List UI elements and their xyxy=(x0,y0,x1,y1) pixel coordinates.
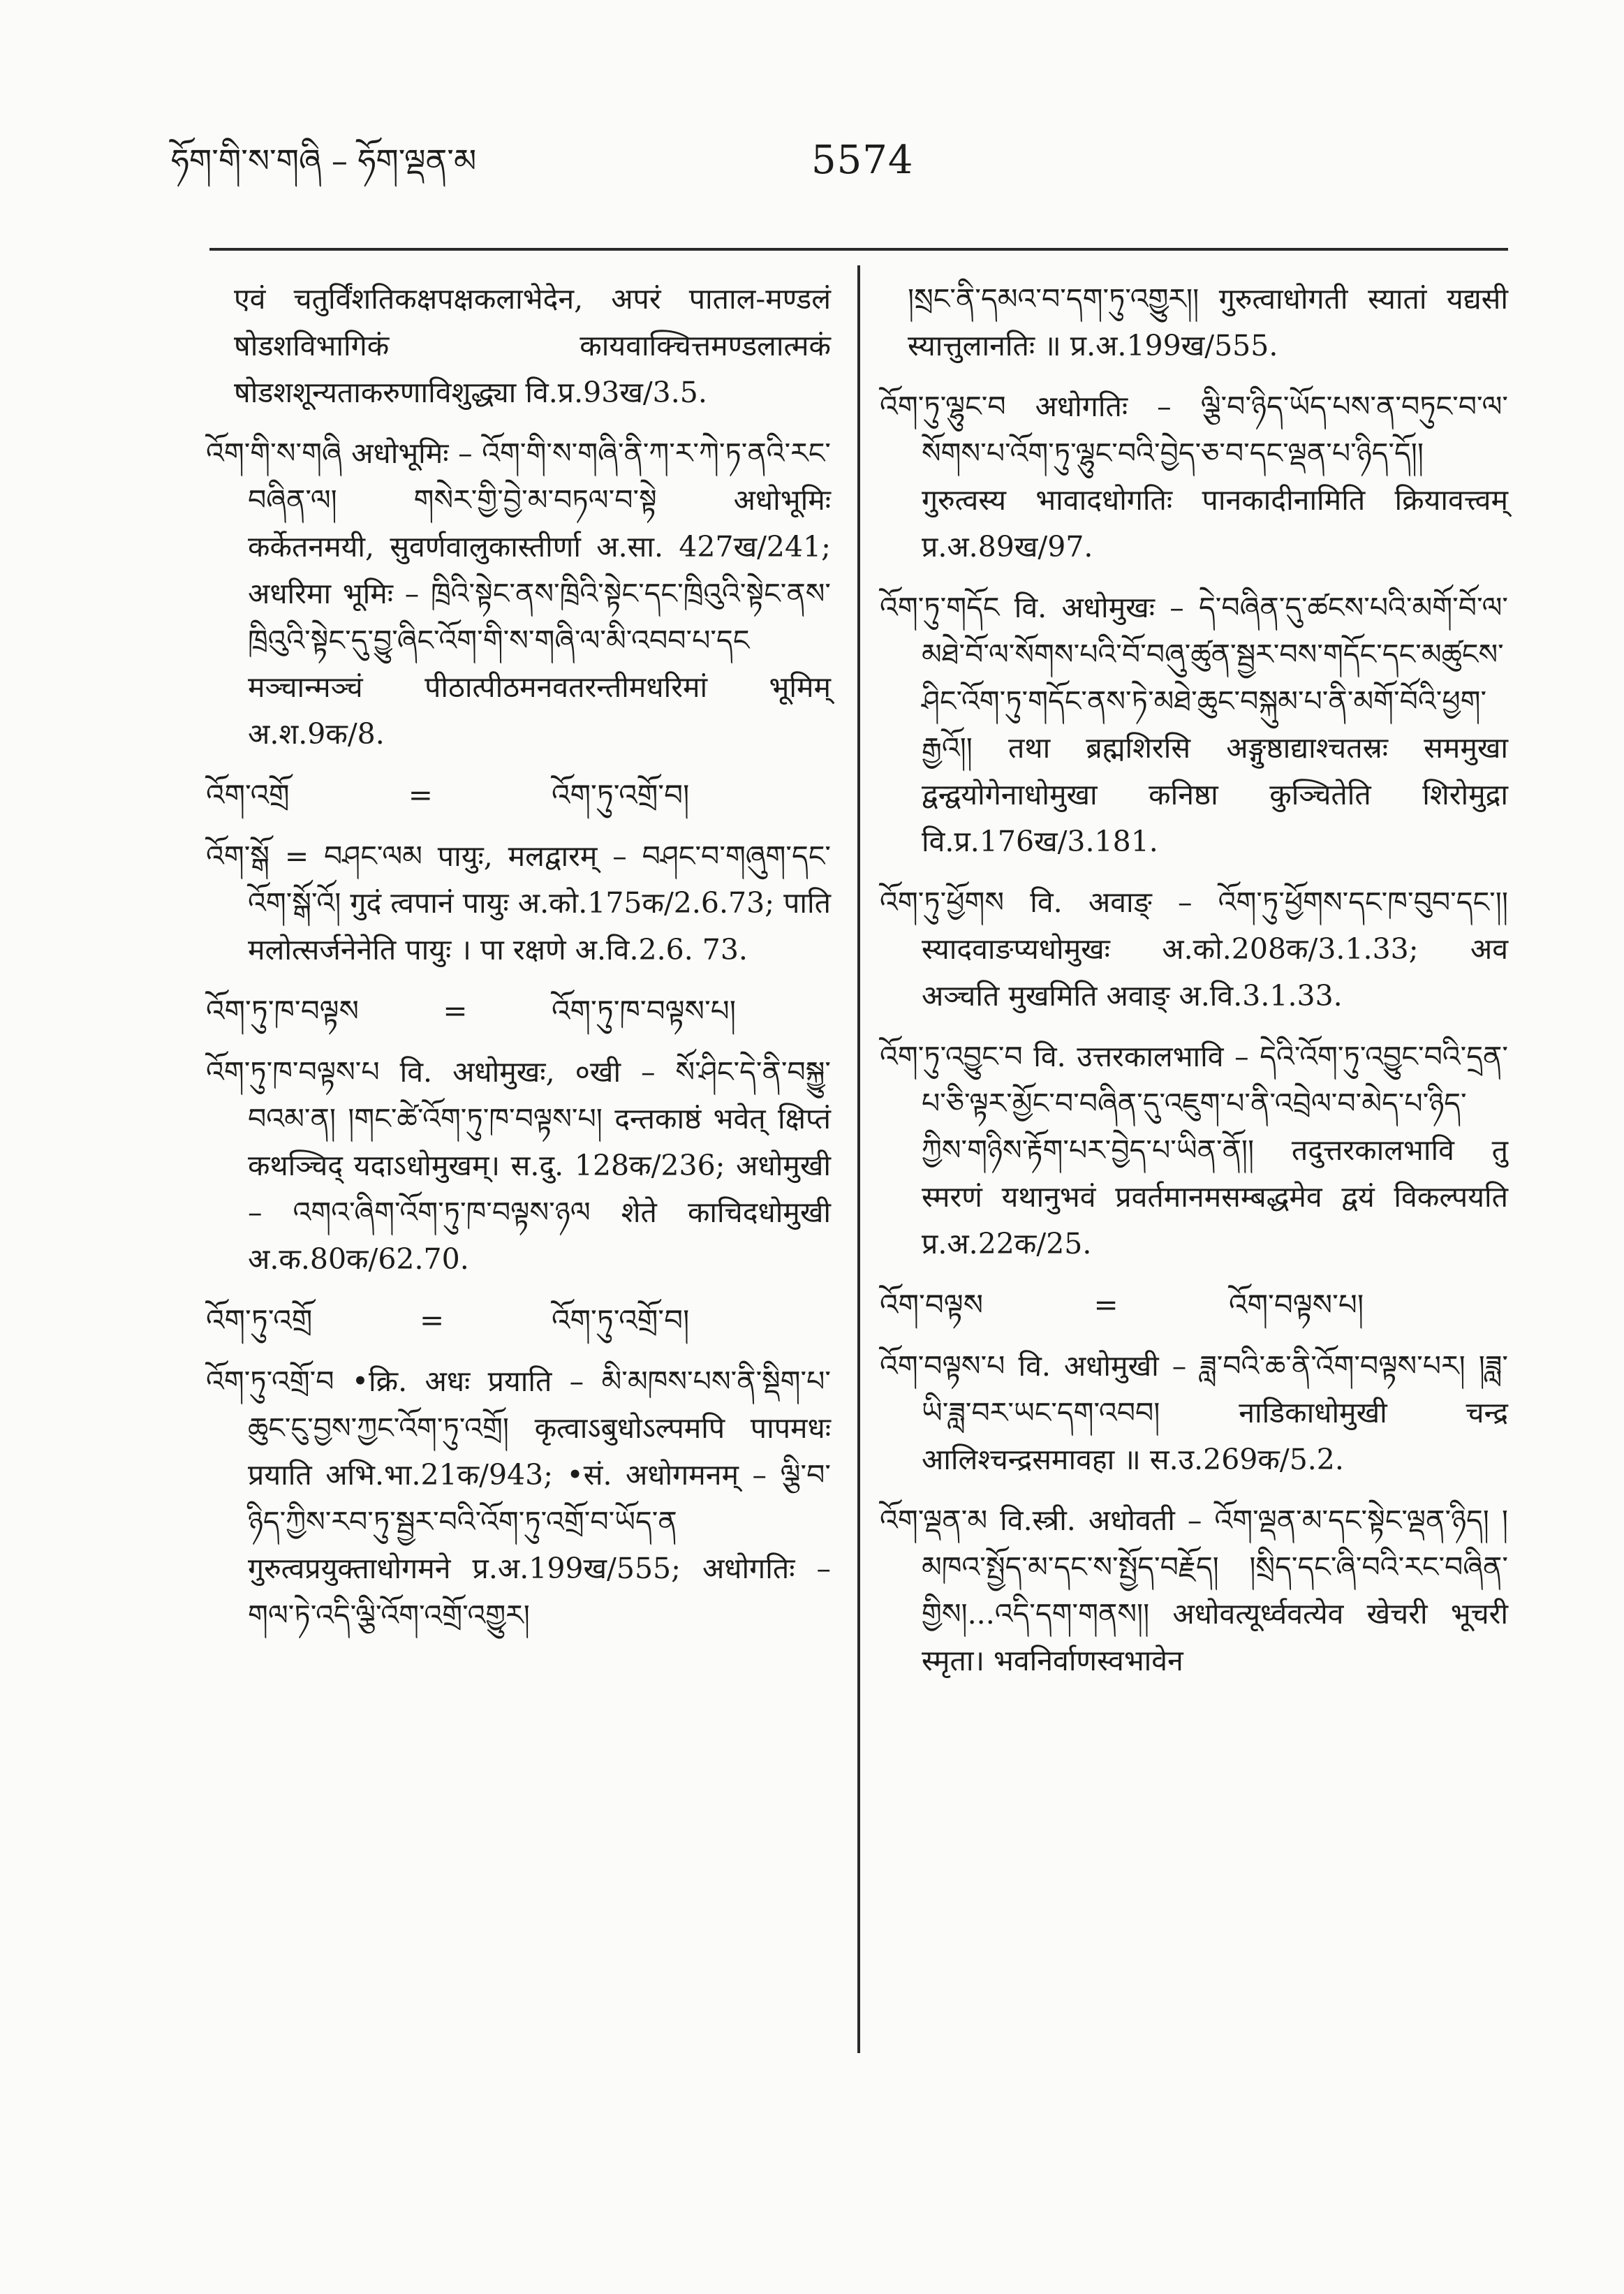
xref-target: འོག་ཏུ་འགྲོ་བ། xyxy=(551,1303,690,1337)
xref-headword: འོག་འགྲོ xyxy=(206,778,290,812)
xref-target: འོག་བལྟས་པ། xyxy=(1229,1288,1364,1322)
header-rule xyxy=(209,248,1508,251)
dictionary-entry: འོག་བལྟས་པ वि. अधोमुखी – ཟླ་བའི་ཆ་ནི་འོག་བལྟས་པར། །ཟླ་ཡི་ཟླ་བར་ཡང་དག་འབབ། नाडिकाधोमुखी चन्द्र आलिश्चन्द्रसमावहा ॥ स.उ.269क/5.2. xyxy=(880,1349,1508,1476)
page-number: 5574 xyxy=(811,138,914,183)
dictionary-entry: འོག་ཏུ་ཁ་བལྟས་པ वि. अधोमुखः, ०खी – སོ་ཤིང་དེ་ནི་བསྐྱུ་བའམ་ན། །གང་ཚེ་འོག་ཏུ་ཁ་བལྟས་པ། दन्तकाष्ठं भवेत् क्षिप्तं कथञ्चिद् यदाऽधोमुखम्। स.दु. 128क/236; अधोमुखी – འགའ་ཞིག་འོག་ཏུ་ཁ་བལྟས་ཉལ शेते काचिदधोमुखी अ.क.80क/62.70. xyxy=(206,1055,831,1276)
running-header: ཧོག་གི་ས་གཞི – ཧོག་ལྡན་མ xyxy=(171,142,477,179)
xref-headword: འོག་ཏུ་ཁ་བལྟས xyxy=(206,994,359,1028)
dictionary-entry: འོག་ཏུ་ཕྱོགས वि. अवाङ् – འོག་ཏུ་ཕྱོགས་དང་ཁ་བུབ་དང་།། स्यादवाङप्यधोमुखः अ.को.208क/3.1.33; अव अञ्चति मुखमिति अवाङ् अ.वि.3.1.33. xyxy=(880,885,1508,1013)
equals-sign: = xyxy=(1093,1288,1119,1322)
xref-target: འོག་ཏུ་འགྲོ་བ། xyxy=(552,778,690,812)
cross-reference xyxy=(206,772,831,819)
cross-reference xyxy=(206,1297,831,1344)
xref-target: འོག་ཏུ་ཁ་བལྟས་པ། xyxy=(552,994,737,1028)
equals-sign: = xyxy=(443,994,468,1028)
dictionary-entry: འོག་སྒོ = བཤང་ལམ पायुः, मलद्वारम् – བཤང་བ་གཞུག་དང་འོག་སྒོ་འོ། गुदं त्वपानं पायुः अ.को.175क/2.6.73; पाति मलोत्सर्जनेनेति पायुः । पा रक्षणे अ.वि.2.6. 73. xyxy=(206,839,831,966)
dictionary-entry: འོག་ཏུ་འབྱུང་བ वि. उत्तरकालभावि – དེའི་འོག་ཏུ་འབྱུང་བའི་དྲན་པ་ཅི་ལྟར་མྱོང་བ་བཞིན་དུ་འཇུག་པ་ནི་འབྲེལ་བ་མེད་པ་ཉིད་ཀྱིས་གཉིས་རྟོག་པར་བྱེད་པ་ཡིན་ནོ།། तदुत्तरकालभावि तु स्मरणं यथानुभवं प्रवर्तमानमसम्बद्धमेव द्वयं विकल्पयति प्र.अ.22क/25. xyxy=(880,1040,1508,1260)
cross-reference xyxy=(880,1281,1508,1329)
equals-sign: = xyxy=(420,1303,445,1337)
right-column xyxy=(880,276,1508,1698)
dictionary-entry: འོག་ཏུ་གདོང वि. अधोमुखः – དེ་བཞིན་དུ་ཚངས་པའི་མགོ་བོ་ལ་མཐེ་བོ་ལ་སོགས་པའི་བོ་བཞུ་ཚུན་སྦྱར་བས་གདོང་དང་མཚུངས་ཤིང་འོག་ཏུ་གདོང་ནས་ཏེ་མཐེ་ཆུང་བསྐུམ་པ་ནི་མགོ་བོའི་ཕྱག་རྒྱའོ།། तथा ब्रह्मशिरसि अङ्गुष्ठाद्याश्चतस्रः सममुखा द्वन्द्वयोगेनाधोमुखा कनिष्ठा कुञ्चितेति शिरोमुद्रा वि.प्र.176ख/3.181. xyxy=(880,591,1508,858)
dictionary-entry: འོག་ལྡན་མ वि.स्त्री. अधोवती – འོག་ལྡན་མ་དང་སྟེང་ལྡན་ཉིད། །མཁའ་སྤྱོད་མ་དང་ས་སྤྱོད་བརྗོད། །སྲིད་དང་ཞི་བའི་རང་བཞིན་གྱིས།...འདི་དག་གནས།། अधोवत्यूर्ध्ववत्येव खेचरी भूचरी स्मृता। भवनिर्वाणस्वभावेन xyxy=(880,1503,1508,1677)
column-divider xyxy=(857,265,860,2053)
cross-reference xyxy=(206,987,831,1035)
dictionary-entry: འོག་གི་ས་གཞི अधोभूमिः – འོག་གི་ས་གཞི་ནི་ཀ་ར་ཀེ་ཏ་ནའི་རང་བཞིན་ལ། གསེར་གྱི་བྱེ་མ་བཏལ་བ་སྟེ अधोभूमिः कर्केतनमयी, सुवर्णवालुकास्तीर्णा अ.सा. 427ख/241; अधरिमा भूमिः – ཁྲིའི་སྟེང་ནས་ཁྲིའི་སྟེང་དང་ཁྲིའུའི་སྟེང་ནས་ཁྲིའུའི་སྟེང་དུ་བྱུ་ཞིང་འོག་གི་ས་གཞི་ལ་མི་འབབ་པ་དང मञ्चान्मञ्चं पीठात्पीठमनवतरन्तीमधरिमां भूमिम् अ.श.9क/8. xyxy=(206,436,831,751)
xref-headword: འོག་ཏུ་འགྲོ xyxy=(206,1303,313,1337)
xref-headword: འོག་བལྟས xyxy=(880,1288,984,1322)
dictionary-entry: །སྲང་ནི་དམའ་བ་དག་ཏུ་འགྱུར།། गुरुत्वाधोगती स्यातां यद्यसी स्यात्तुलानतिः ॥ प्र.अ.199ख/555. xyxy=(908,282,1508,362)
left-column xyxy=(206,276,831,1653)
equals-sign: = xyxy=(408,778,433,812)
dictionary-entry: एवं चतुर्विंशतिकक्षपक्षकलाभेदेन, अपरं पाताल-मण्डलं षोडशविभागिकं कायवाक्चित्तमण्डलात्मकं षोडशशून्यताकरुणाविशुद्ध्या वि.प्र.93ख/3.5. xyxy=(234,282,831,409)
dictionary-entry: འོག་ཏུ་འགྲོ་བ •क्रि. अधः प्रयाति – མི་མཁས་པས་ནི་སྡིག་པ་ཆུང་ངུ་བྱས་ཀྱང་འོག་ཏུ་འགྲོ། कृत्वाऽबुधोऽल्पमपि पापमधः प्रयाति अभि.भा.21क/943; •सं. अधोगमनम् – ལྕི་བ་ཉིད་ཀྱིས་རབ་ཏུ་སྦྱར་བའི་འོག་ཏུ་འགྲོ་བ་ཡོད་ན गुरुत्वप्रयुक्ताधोगमने प्र.अ.199ख/555; अधोगतिः – གལ་ཏེ་འདི་ལྕི་འོག་འགྲོ་འགྱུར། xyxy=(206,1365,831,1632)
dictionary-entry: འོག་ཏུ་ལྷུང་བ अधोगतिः – ལྕི་བ་ཉིད་ཡོད་པས་ན་བཏུང་བ་ལ་སོགས་པ་འོག་ཏུ་ལྷུང་བའི་བྱེད་ཅ་བ་དང་ལྡན་པ་ཉིད་དོ།། गुरुत्वस्य भावादधोगतिः पानकादीनामिति क्रियावत्त्वम् प्र.अ.89ख/97. xyxy=(880,390,1508,564)
